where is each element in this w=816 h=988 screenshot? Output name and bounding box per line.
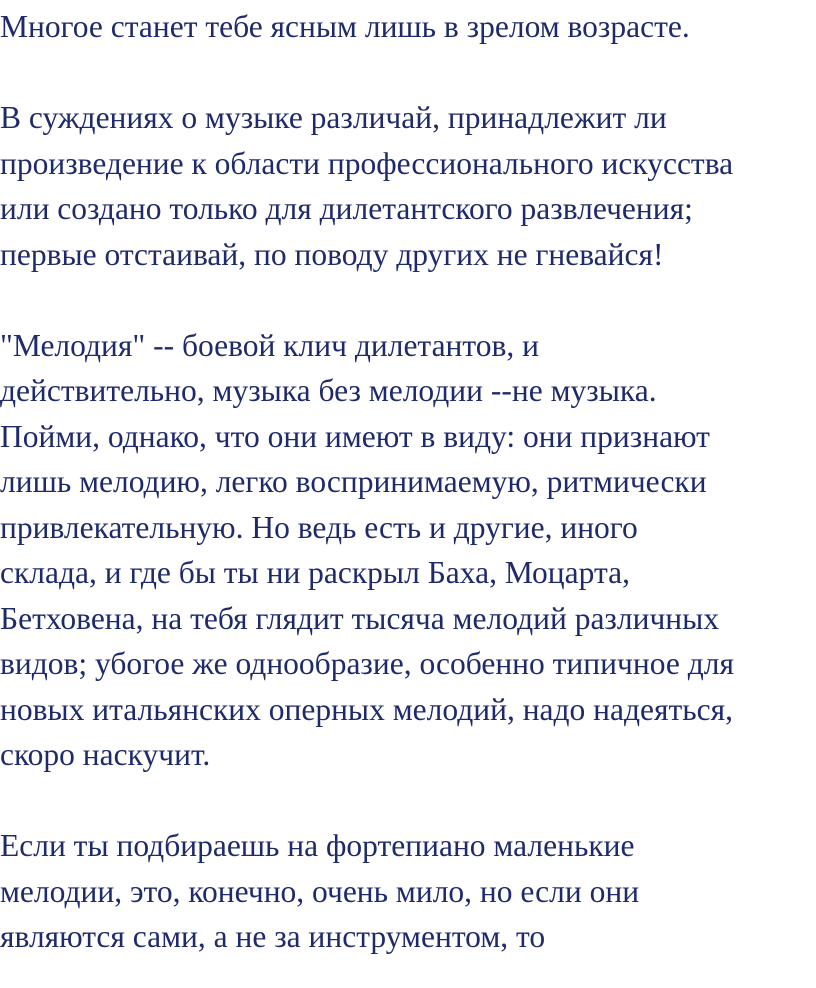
- paragraph-line: являются сами, а не за инструментом, то: [0, 919, 546, 954]
- paragraph-line: склада, и где бы ты ни раскрыл Баха, Моцарта,: [0, 555, 630, 590]
- paragraph-line: мелодии, это, конечно, очень мило, но если они: [0, 873, 640, 909]
- paragraph-gap: [0, 778, 816, 824]
- paragraph-line: Пойми, однако, что они имеют в виду: они признают: [0, 418, 710, 454]
- paragraph-4: [0, 823, 816, 960]
- paragraph-line: привлекательную. Но ведь есть и другие, иного: [0, 509, 638, 545]
- paragraph-line: действительно, музыка без мелодии --не музыка.: [0, 373, 657, 408]
- paragraph-line: новых итальянских оперных мелодий, надо надеяться,: [0, 691, 733, 727]
- paragraph-line: видов; убогое же однообразие, особенно типичное для: [0, 646, 734, 681]
- paragraph-line: В суждениях о музыке различай, принадлежит ли: [0, 100, 667, 135]
- paragraph-2: [0, 95, 816, 277]
- paragraph-line: скоро наскучит.: [0, 737, 211, 772]
- paragraph-line: Бетховена, на тебя глядит тысяча мелодий различных: [0, 600, 720, 636]
- paragraph-line: произведение к области профессионального искусства: [0, 145, 734, 181]
- document-text: [0, 4, 816, 960]
- paragraph-gap: [0, 50, 816, 96]
- paragraph-line: лишь мелодию, легко воспринимаемую, ритмически: [0, 464, 707, 499]
- paragraph-line: первые отстаивай, по поводу других не гневайся!: [0, 236, 664, 272]
- paragraph-line: Многое станет тебе ясным лишь в зрелом возрасте.: [0, 9, 690, 44]
- paragraph-3: [0, 323, 816, 778]
- paragraph-line: Если ты подбираешь на фортепиано маленькие: [0, 828, 635, 863]
- paragraph-1: [0, 4, 816, 50]
- paragraph-line: "Мелодия" -- боевой клич дилетантов, и: [0, 327, 539, 363]
- paragraph-gap: [0, 277, 816, 323]
- paragraph-line: или создано только для дилетантского развлечения;: [0, 191, 693, 226]
